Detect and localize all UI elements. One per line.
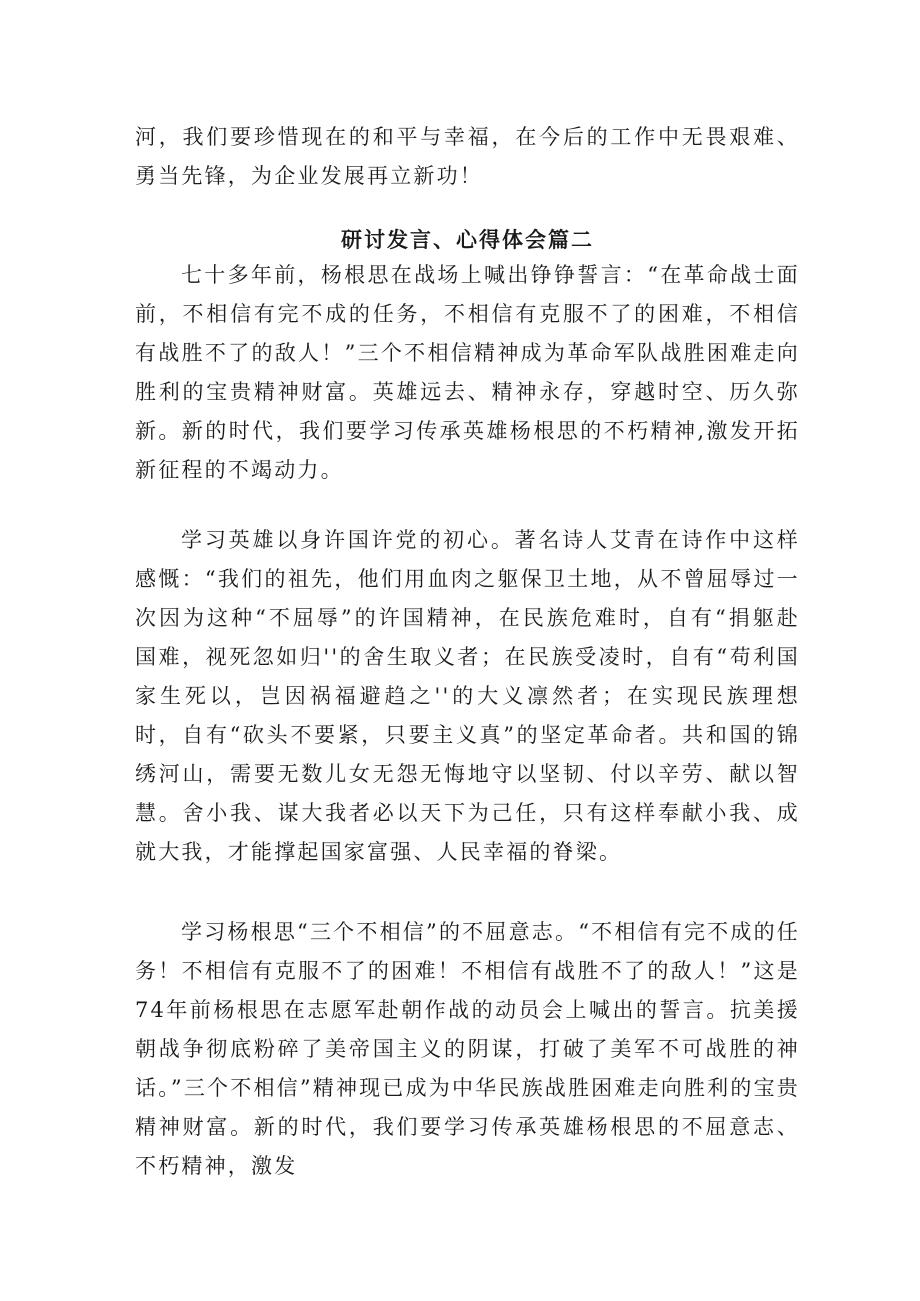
paragraph-intro: 七十多年前，杨根思在战场上喊出铮铮誓言：“在革命战士面前，不相信有完不成的任务，不相信有克服不了的困难，不相信有战胜不了的敌人！”三个不相信精神成为革命军队战胜困难走向胜利的宝贵精神财富。英雄远去、精神永存，穿越时空、历久弥新。新的时代，我们要学习传承英雄杨根思的不朽精神,激发开拓新征程的不竭动力。 bbox=[135, 263, 800, 482]
section-title: 研讨发言、心得体会篇二 bbox=[341, 227, 594, 252]
paragraph-three-disbeliefs: 学习杨根思“三个不相信”的不屈意志。“不相信有完不成的任务！不相信有克服不了的困难！不相信有战胜不了的敌人！”这是74年前杨根思在志愿军赴朝作战的动员会上喊出的誓言。抗美援朝战争彻底粉碎了美帝国主义的阴谋，打破了美军不可战胜的神话。”三个不相信”精神现已成为中华民族战胜困难走向胜利的宝贵精神财富。新的时代，我们要学习传承英雄杨根思的不屈意志、不朽精神，激发 bbox=[135, 920, 800, 1178]
paragraph-continued: 河，我们要珍惜现在的和平与幸福，在今后的工作中无畏艰难、勇当先锋，为企业发展再立新功！ bbox=[135, 125, 800, 188]
paragraph-patriotism: 学习英雄以身许国许党的初心。著名诗人艾青在诗作中这样感慨：“我们的祖先，他们用血肉之躯保卫土地，从不曾屈辱过一次因为这种“不屈辱”的许国精神，在民族危难时，自有“捐躯赴国难，视死忽如归''的舍生取义者；在民族受凌时，自有“苟利国家生死以，岂因祸福避趋之''的大义凛然者；在实现民族理想时，自有“砍头不要紧，只要主义真”的坚定革命者。共和国的锦绣河山，需要无数儿女无怨无悔地守以坚韧、付以辛劳、献以智慧。舍小我、谋大我者必以天下为己任，只有这样奉献小我、成就大我，才能撑起国家富强、人民幸福的脊梁。 bbox=[135, 528, 800, 864]
